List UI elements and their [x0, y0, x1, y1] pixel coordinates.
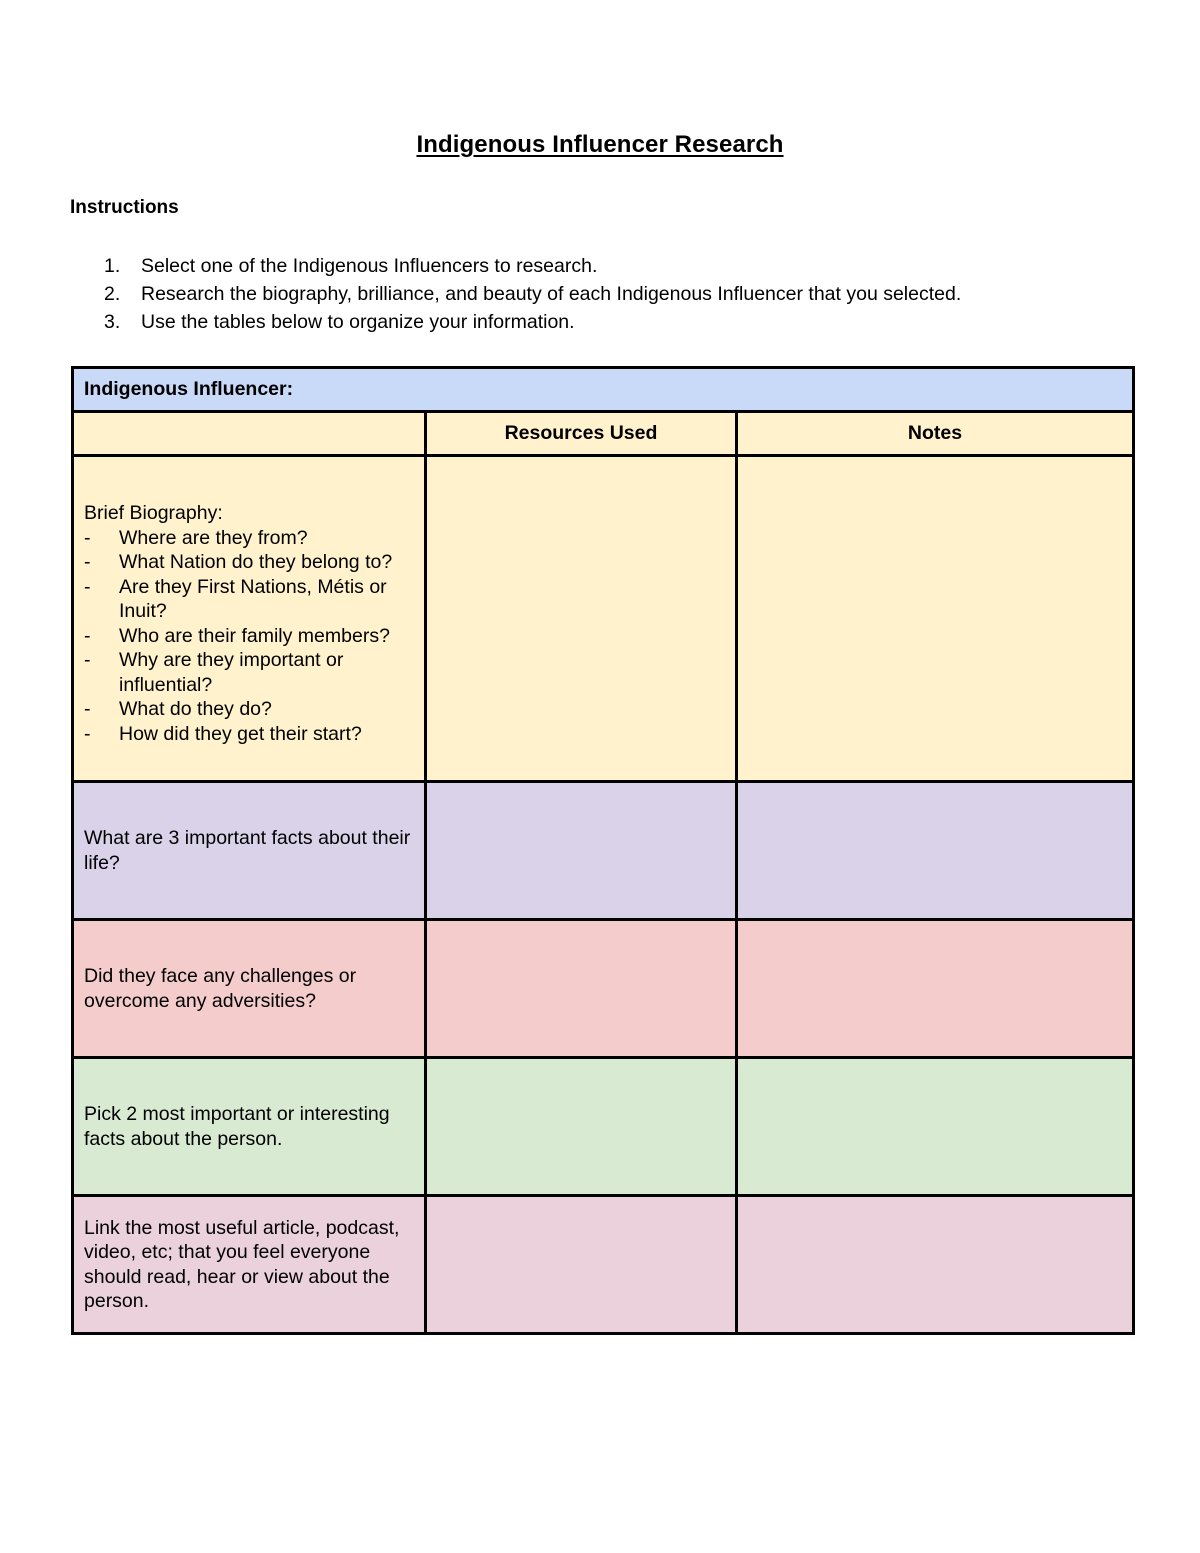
facts-resources-cell[interactable]	[426, 782, 737, 920]
instruction-item	[70, 252, 961, 280]
biography-question: What Nation do they belong to?	[119, 551, 393, 573]
instruction-number: 3.	[104, 311, 121, 333]
facts-prompt: What are 3 important facts about their life?	[84, 827, 411, 874]
challenges-prompt-cell	[73, 920, 426, 1058]
link-prompt: Link the most useful article, podcast, video, etc; that you feel everyone should read, hear or view about the person.	[84, 1216, 400, 1312]
facts-prompt-cell	[73, 782, 426, 920]
list-item	[84, 722, 414, 747]
challenges-resources-cell[interactable]	[426, 920, 737, 1058]
link-resources-cell[interactable]	[426, 1196, 737, 1334]
biography-question: Where are they from?	[119, 526, 308, 549]
list-item	[84, 648, 414, 697]
biography-question: What do they do?	[119, 698, 272, 720]
column-header-row	[73, 412, 1134, 456]
bullet-dash: -	[84, 649, 91, 671]
instructions-list	[70, 252, 961, 336]
table-row-biography	[73, 456, 1134, 782]
instruction-text: Research the biography, brilliance, and beauty of each Indigenous Influencer that you selected.	[141, 283, 962, 305]
biography-label: Brief Biography:	[84, 502, 223, 524]
bullet-dash: -	[84, 526, 91, 549]
column-header-blank	[73, 412, 426, 456]
biography-prompt-cell	[73, 456, 426, 782]
research-table	[71, 366, 1135, 1335]
pick-prompt: Pick 2 most important or interesting facts about the person.	[84, 1103, 390, 1150]
instruction-item	[70, 308, 961, 336]
pick-prompt-cell	[73, 1058, 426, 1196]
table-header-row	[73, 368, 1134, 412]
table-row-pick	[73, 1058, 1134, 1196]
bullet-dash: -	[84, 722, 91, 745]
list-item	[84, 575, 414, 624]
list-item	[84, 526, 414, 551]
list-item	[84, 550, 414, 575]
influencer-name-cell[interactable]: Indigenous Influencer:	[73, 368, 1134, 412]
bullet-dash: -	[84, 624, 91, 647]
pick-resources-cell[interactable]	[426, 1058, 737, 1196]
table-row-challenges	[73, 920, 1134, 1058]
biography-question: How did they get their start?	[119, 722, 362, 745]
page-title: Indigenous Influencer Research	[416, 131, 784, 158]
column-header-notes: Notes	[737, 412, 1134, 456]
link-prompt-cell	[73, 1196, 426, 1334]
instruction-number: 1.	[104, 255, 121, 277]
instruction-text: Use the tables below to organize your information.	[141, 311, 575, 333]
biography-question: Are they First Nations, Métis or Inuit?	[119, 575, 387, 622]
bullet-dash: -	[84, 551, 91, 573]
link-notes-cell[interactable]	[737, 1196, 1134, 1334]
biography-question-list	[84, 526, 414, 747]
bullet-dash: -	[84, 575, 91, 598]
biography-question: Who are their family members?	[119, 624, 390, 647]
instruction-item	[70, 280, 961, 308]
instructions-heading: Instructions	[70, 197, 179, 218]
biography-resources-cell[interactable]	[426, 456, 737, 782]
list-item	[84, 624, 414, 649]
challenges-notes-cell[interactable]	[737, 920, 1134, 1058]
instruction-number: 2.	[104, 283, 121, 305]
instruction-text: Select one of the Indigenous Influencers to research.	[141, 255, 598, 277]
bullet-dash: -	[84, 698, 91, 720]
table-row-facts	[73, 782, 1134, 920]
biography-question: Why are they important or influential?	[119, 649, 344, 696]
challenges-prompt: Did they face any challenges or overcome any adversities?	[84, 965, 357, 1012]
facts-notes-cell[interactable]	[737, 782, 1134, 920]
table-row-link	[73, 1196, 1134, 1334]
list-item	[84, 697, 414, 722]
biography-notes-cell[interactable]	[737, 456, 1134, 782]
pick-notes-cell[interactable]	[737, 1058, 1134, 1196]
column-header-resources: Resources Used	[426, 412, 737, 456]
